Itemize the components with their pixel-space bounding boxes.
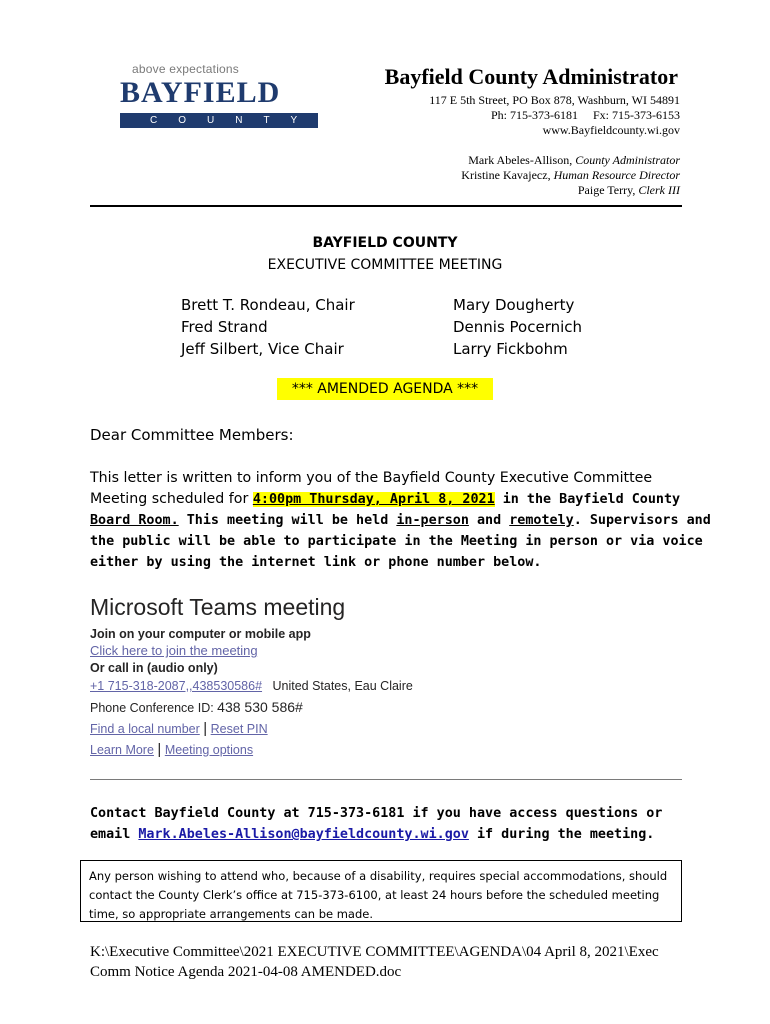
letter-body [90, 468, 711, 573]
teams-links-row-2: Learn More | Meeting options [90, 741, 254, 758]
join-heading: Join on your computer or mobile app [90, 627, 311, 641]
phone-location: United States, Eau Claire [272, 679, 413, 693]
county-logo [116, 58, 322, 128]
members-left [181, 294, 355, 360]
office-phone-fax [491, 108, 680, 123]
office-title: Bayfield County Administrator [384, 64, 678, 89]
letter-line: either by using the internet link or phone number below. [90, 555, 542, 570]
office-address: 117 E 5th Street, PO Box 878, Washburn, WI 54891 [429, 93, 680, 107]
document-path-line: Comm Notice Agenda 2021-04-08 AMENDED.doc [90, 964, 402, 980]
staff-line: Paige Terry, Clerk III [577, 183, 680, 197]
staff-line: Kristine Kavajecz, Human Resource Director [461, 168, 680, 182]
logo-tagline: above expectations [132, 62, 240, 76]
office-phone: Ph: 715-373-6181 [491, 108, 578, 122]
letter-line: Meeting scheduled for 4:00pm Thursday, April 8, 2021 in the Bayfield County [90, 491, 681, 507]
document-path-line: K:\Executive Committee\2021 EXECUTIVE COMMITTEE\AGENDA\04 April 8, 2021\Exec [90, 944, 659, 960]
letter-line: This letter is written to inform you of the Bayfield County Executive Committee [90, 470, 653, 486]
contact-email-link[interactable]: Mark.Abeles-Allison@bayfieldcounty.wi.gov [138, 827, 469, 842]
phone-number-link[interactable]: +1 715-318-2087,,438530586# [90, 679, 263, 693]
teams-meeting-title: Microsoft Teams meeting [90, 594, 346, 620]
office-fax: Fx: 715-373-6153 [593, 108, 680, 122]
document-path [90, 942, 659, 982]
header-divider [90, 205, 682, 207]
member-name: Larry Fickbohm [453, 340, 568, 358]
meeting-options-link[interactable]: Meeting options [164, 743, 254, 757]
meeting-title: EXECUTIVE COMMITTEE MEETING [267, 257, 503, 273]
contact-block [90, 803, 662, 845]
teams-divider [90, 779, 682, 780]
join-meeting-link[interactable]: Click here to join the meeting [90, 643, 258, 658]
member-name: Dennis Pocernich [453, 318, 583, 336]
conference-id-row: Phone Conference ID: 438 530 586# [90, 699, 303, 715]
contact-line: Contact Bayfield County at 715-373-6181 if you have access questions or [90, 806, 663, 821]
staff-line: Mark Abeles-Allison, County Administrator [468, 153, 680, 167]
members-right [453, 294, 582, 360]
member-name: Mary Dougherty [453, 296, 575, 314]
meeting-datetime: 4:00pm Thursday, April 8, 2021 [252, 492, 495, 507]
learn-more-link[interactable]: Learn More [90, 743, 154, 757]
reset-pin-link[interactable]: Reset PIN [210, 722, 268, 736]
letter-line: the public will be able to participate in the Meeting in person or via voice [90, 534, 703, 549]
logo-name: BAYFIELD [120, 76, 281, 109]
letter-line: Board Room. This meeting will be held in-person and remotely. Supervisors and [90, 513, 711, 528]
member-name: Jeff Silbert, Vice Chair [181, 340, 344, 358]
find-local-number-link[interactable]: Find a local number [90, 722, 200, 736]
contact-line: email Mark.Abeles-Allison@bayfieldcounty.wi.gov if during the meeting. [90, 827, 655, 842]
teams-links-row-1: Find a local number | Reset PIN [90, 720, 268, 737]
office-website[interactable]: www.Bayfieldcounty.wi.gov [542, 123, 680, 137]
accessibility-notice: Any person wishing to attend who, because of a disability, requires special accommodations, should contact the County Clerk’s office at 715-373-6100, at least 24 hours before the scheduled meeting time, so appropriate arrangements can be made. [80, 860, 682, 922]
conference-id: 438 530 586# [217, 699, 303, 715]
meeting-place: Board Room. [90, 513, 179, 528]
letter-greeting: Dear Committee Members: [90, 426, 294, 444]
member-name: Fred Strand [181, 318, 268, 336]
meeting-org: BAYFIELD COUNTY [312, 235, 458, 251]
member-name: Brett T. Rondeau, Chair [181, 296, 355, 314]
amended-agenda-label: *** AMENDED AGENDA *** [291, 381, 479, 397]
call-in-heading: Or call in (audio only) [90, 661, 218, 675]
phone-row [90, 679, 413, 693]
logo-band: COUNTY [120, 113, 318, 128]
